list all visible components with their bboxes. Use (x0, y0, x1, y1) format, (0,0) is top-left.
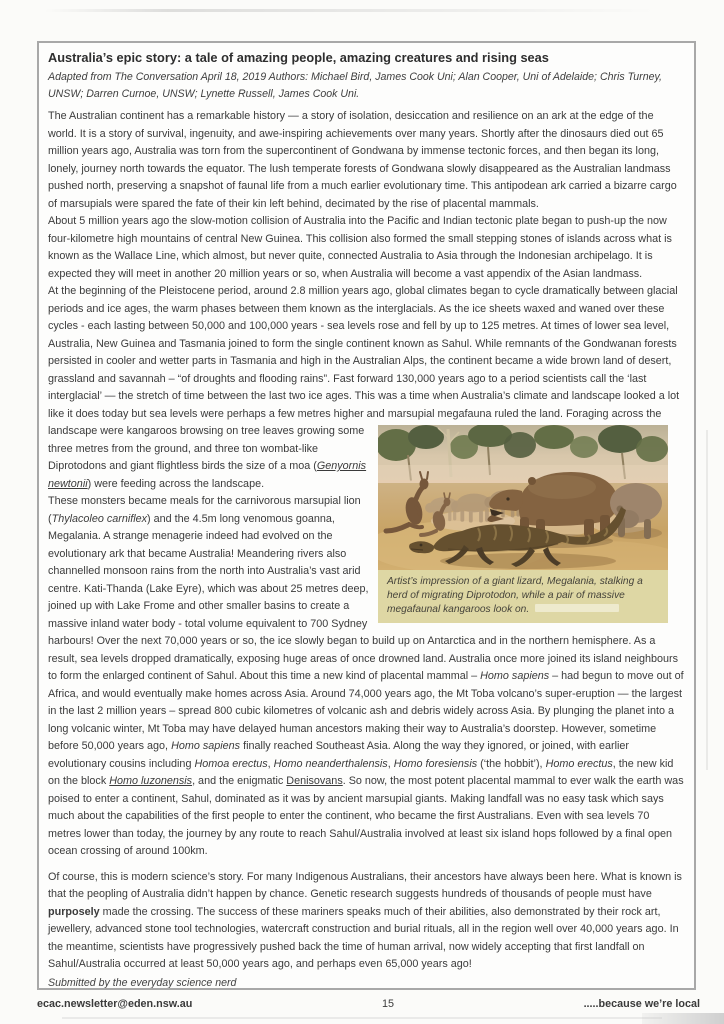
text-run: These monsters became meals for the carnivorous marsupial lion ( (48, 495, 361, 525)
footer-tagline: .....because we’re local (583, 998, 700, 1010)
text-run: The Australian continent has a remarkable history — a story of isolation, desiccation and resilience on an ark at the edge of the world. It is a story of survival, ingenuity, and awe-inspiring achievements over many years. Shortly after the dinosaurs died out 65 million years ago, Australia was torn from the supercontinent of Gondwana by immense tectonic forces, and then began its long, lonely, journey north towards the equator. The lush temperate forests of Gondwana slowly disappeared as the Australian landmass pushed north, preserving a snapshot of faunal life from a much earlier evolutionary time. This antipodean ark carried a bizarre cargo of marsupials were spared the fate of their kin left behind, decimated by the rise of placental mammals. (48, 110, 677, 210)
text-run: Thylacoleo carniflex (51, 512, 148, 525)
text-run: (‘the hobbit’), (477, 757, 546, 770)
paragraph-3-text-a (48, 285, 679, 437)
figure-megafauna (378, 425, 668, 623)
text-run: Homo neanderthalensis (273, 757, 388, 770)
megafauna-scene-svg (378, 425, 668, 570)
link-genyornis-newtonii[interactable]: Genyornis newtonii (48, 460, 367, 490)
text-run: Homo erectus (545, 757, 613, 770)
submitted-line: Submitted by the everyday science nerd (48, 976, 237, 989)
paragraph-5 (48, 869, 685, 974)
text-run: Homoa erectus (194, 757, 268, 770)
text-run: , (387, 757, 394, 770)
scan-artifact-bottom-line (62, 1017, 662, 1019)
text-run: made the crossing. The success of these mariners speaks much of their abilities, also demonstrated by their rock art, jewellery, advanced stone tool technologies, watercraft construction and burial rituals, all in the region well over 40,000 years ago. In the meantime, scientists have progressively pushed back the time of human arrival, now widely accepting that first landfall on Sahul/Australia occurred at least 50,000 years ago, and perhaps even 65,000 years ago! (48, 905, 679, 970)
scan-artifact-right (706, 430, 708, 770)
text-run: three metres from the ground, and three ton wombat-like Diprotodons and giant flightless birds the size of a moa ( (48, 442, 319, 472)
paragraph-1 (48, 108, 685, 213)
text-run: ) were feeding across the landscape. (87, 477, 265, 490)
redacted-credit-link (535, 604, 619, 612)
link-denisovans[interactable]: Denisovans (286, 775, 343, 787)
megafauna-illustration (378, 425, 668, 570)
page-footer (37, 998, 700, 1010)
paragraph-2 (48, 213, 685, 283)
text-run: Homo foresiensis (393, 757, 478, 770)
text-run: Homo sapiens (480, 670, 550, 682)
footer-email: ecac.newsletter@eden.nsw.au (37, 998, 193, 1010)
text-run: purposely (48, 905, 100, 918)
text-run: finally reached Southeast Asia. Along the way they ignored, or joined, with earlier evolutionary cousins including (48, 740, 629, 770)
text-run: , and the enigmatic (192, 775, 287, 787)
text-run: At the beginning of the Pleistocene period, around 2.8 million years ago, global climates began to cycle dramatically between glacial periods and ice ages, the warm phases between them known as the interglacials. As the ice sheets waxed and waned over these cycles - each lasting between 50,000 and 100,000 years - sea levels rose and fell by up to 125 metres. At times of lower sea level, Australia, New Guinea and Tasmania joined to form the single continent known as Sahul. While remnants of the Gondwanan forests persisted in cooler and wetter parts in Tasmania and high in the Australian Alps, the continent became a wide brown land of desert, grassland and savannah – “of droughts and flooding rains”. Fast forward 130,000 years ago to a period scientists call the ‘last interglacial’ — the stretch of time between the last two ice ages. This was a time when Australia’s climate and landscape looked a lot like it does today but sea levels were perhaps a few metres higher and marsupial megafauna ruled the land. Foraging across the landscape were kangaroos browsing on tree leaves growing some (48, 285, 680, 437)
scan-artifact-top (45, 9, 655, 12)
text-run: – had begun to move out of Africa, and would eventually make homes across Asia. Around 74,000 years ago, the Mt Toba volcano’s super-eruption — the largest in the last 2 million years – spread 800 cubic kilometres of volcanic ash and debris widely across Asia. By plunging the planet into a long volcanic winter, Mt Toba may have delayed human ancestors making their way to Australia’s doorstep. However, sometime before 50,000 years ago, (48, 670, 684, 752)
text-run: About 5 million years ago the slow-motion collision of Australia into the Pacific and Indian tectonic plate began to push-up the now four-kilometre high mountains of central New Guinea. This collision also formed the small stepping stones of islands across what is known as the Wallace Line, which almost, but never quite, connected Australia to Asia through the Indonesian archipelago. It is expected they will meet in another 20 million years or so, when Australia will become a vast appendix of the Asian landmass. (48, 215, 672, 280)
article-title: Australia’s epic story: a tale of amazing people, amazing creatures and rising seas (48, 50, 549, 65)
text-run: . So now, the most potent placental mammal to ever walk the earth was poised to enter a continent, Sahul, dominated as it was by ancient marsupial giants. Making landfall was no easy task which says much about the capabilities of the first people to enter the continent, who became the first Australians. Even with sea levels 70 metres lower than today, the journey by any route to reach Sahul/Australia involved at least six island hops followed by a final open ocean crossing of around 100km. (48, 775, 684, 857)
scan-artifact-bottom-patch (642, 1013, 724, 1024)
link-homo-luzonensis[interactable]: Homo luzonensis (109, 775, 193, 787)
figure-caption (378, 570, 668, 623)
paragraph-3-text-b (48, 443, 366, 490)
text-run: Artist’s impression of a giant lizard, Megalania, stalking a herd of migrating Diprotodon, while a pair of massive megafaunal kangaroos look on. (387, 576, 643, 615)
text-run: ) and the 4.5m long venomous goanna, Megalania. A strange menagerie indeed had evolved on the evolutionary ark that became Australia! Meandering rivers also channelled monsoon rains from the north into Australia’s vast arid centre. Kati-Thanda (Lake Eyre), which was about 25 metres deep, joined up with Lake Frome and other smaller basins to create a massive inland water body - total volume equivalent to 700 Sydney harbours! Over the next 70,000 years or so, the ice slowly began to build up on Antarctica and in the northern hemisphere. As a result, sea levels dropped dramatically, exposing huge areas of once drowned land. Australia once more joined its island neighbours to form the enlarged continent of Sahul. About this time a new kind of placental mammal – (48, 512, 678, 682)
text-run: , the new kid on the block (48, 757, 674, 787)
footer-page-number: 15 (381, 998, 394, 1010)
text-run: Homo sapiens (171, 740, 241, 752)
article-container (37, 41, 696, 990)
article-byline: Adapted from The Conversation April 18, 2019 Authors: Michael Bird, James Cook Uni; Alan Cooper, Uni of Adelaide; Chris Turney, UNSW; Darren Curnoe, UNSW; Lynette Russell, James Cook Uni. (48, 71, 662, 100)
text-run: Of course, this is modern science’s story. For many Indigenous Australians, their ancestors have always been here. What is known is that the peopling of Australia didn’t happen by chance. Genetic research suggests hundreds of thousands of people must have (48, 870, 682, 900)
text-run: , (267, 757, 274, 770)
